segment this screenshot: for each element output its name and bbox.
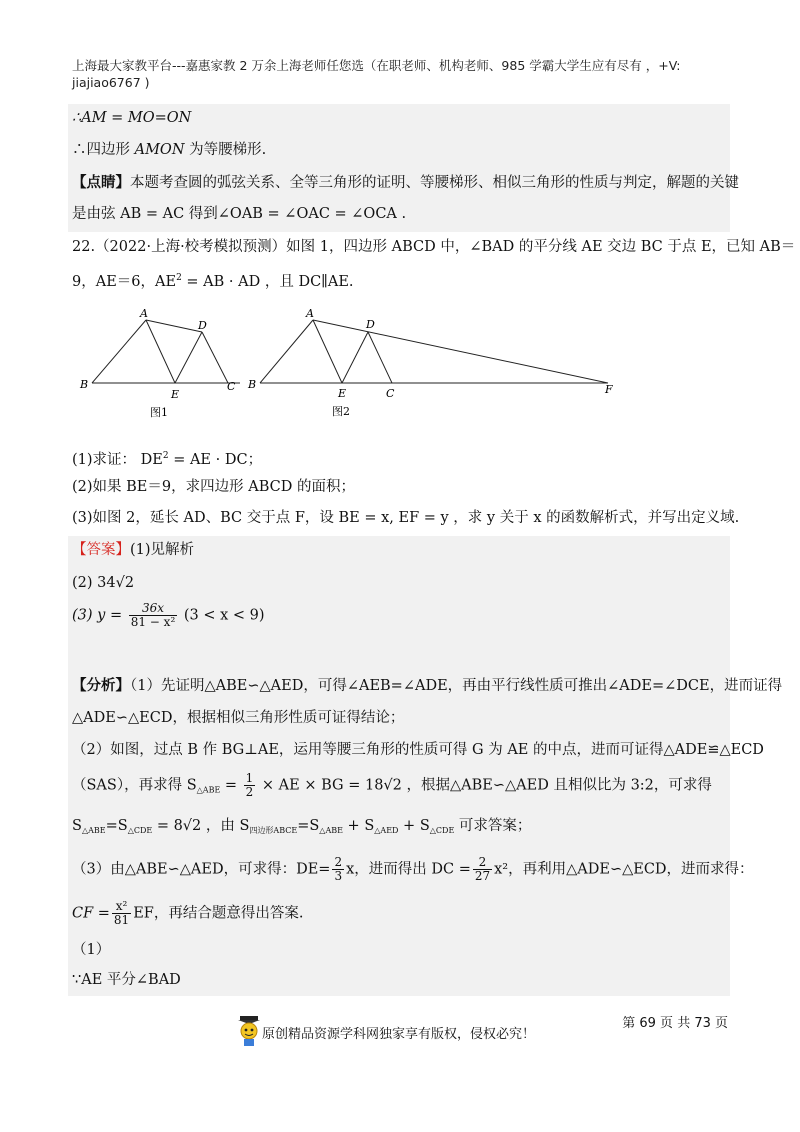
answer-3-pre: (3) y = <box>72 607 123 624</box>
page-header <box>72 57 732 91</box>
analysis-p5-fraction <box>112 900 131 927</box>
analysis-p2b-b: = <box>220 777 242 794</box>
question-2: (2)如果 BE＝9，求四边形 ABCD 的面积； <box>72 479 355 495</box>
figure-1 <box>92 320 240 383</box>
answer-2: (2) 34√2 <box>72 575 135 591</box>
analysis-p1b: △ADE∽△ECD，根据相似三角形性质可证得结论； <box>72 710 405 726</box>
analysis-tag: 【分析】 <box>72 677 130 694</box>
fig1-label-e: E <box>171 388 180 401</box>
analysis-p2b-c: × AE × BG = 18√2 ，根据△ABE∽△AED 且相似比为 3:2，可求得 <box>257 777 712 794</box>
analysis-p1-text: （1）先证明△ABE∽△AED，可得∠AEB=∠ADE，再由平行线性质可推出∠ADE=∠DCE，进而证得 <box>130 678 783 694</box>
dianjing-line-2: 是由弦 AB = AC 得到∠OAB = ∠OAC = ∠OCA . <box>72 206 407 222</box>
analysis-p3-sub2: △CDE <box>127 826 153 835</box>
problem-line-1: 22.（2022·上海·校考模拟预测）如图 1，四边形 ABCD 中，∠BAD 的平分线 AE 交边 BC 于点 E，已知 AB＝ <box>72 239 796 255</box>
problem-line-2-b: = AB · AD ，且 DC∥AE. <box>181 273 354 290</box>
header-line-2: jiajiao6767 ) <box>72 75 150 90</box>
fig1-label-c: C <box>227 380 236 393</box>
analysis-p3-sub5: △AED <box>374 826 399 835</box>
analysis-p4-a: （3）由△ABE∽△AED，可求得：DE= <box>72 861 331 878</box>
analysis-p3-d: =S <box>297 818 320 834</box>
analysis-p4 <box>72 856 754 883</box>
analysis-p4-num1: 2 <box>334 855 343 869</box>
analysis-p5-den: 81 <box>113 913 130 927</box>
question-1-a: (1)求证： DE <box>72 451 163 468</box>
analysis-p4-b: x，进而得出 DC = <box>346 861 471 878</box>
fig2-label-c: C <box>386 387 395 400</box>
prev-line-2 <box>72 140 266 160</box>
fig2-label-b: B <box>248 378 257 391</box>
analysis-p3-sub6: △CDE <box>429 826 455 835</box>
analysis-p3-sub4: △ABE <box>319 826 343 835</box>
analysis-p2: （2）如图，过点 B 作 BG⊥AE，运用等腰三角形的性质可得 G 为 AE 的中点，进而可证得△ADE≌△ECD <box>72 742 764 758</box>
figure-1-caption: 图1 <box>150 406 168 419</box>
analysis-p4-fraction-2 <box>473 856 492 883</box>
answer-tag: 【答案】 <box>72 542 130 558</box>
analysis-p2b-den: 2 <box>245 785 254 799</box>
fig1-label-d: D <box>198 319 207 332</box>
analysis-p4-c: x²，再利用△ADE∽△ECD，进而求得： <box>494 861 754 878</box>
answer-3 <box>72 602 265 629</box>
analysis-p4-fraction-1 <box>332 856 344 883</box>
copyright-notice: 原创精品资源学科网独家享有版权，侵权必究！ <box>262 1027 536 1042</box>
fig1-label-a: A <box>140 307 148 320</box>
analysis-p5-b: EF，再结合题意得出答案. <box>133 905 304 922</box>
analysis-p5 <box>72 900 303 927</box>
analysis-p2b-fraction <box>244 772 256 799</box>
fig2-label-e: E <box>338 387 347 400</box>
analysis-p3-f: + S <box>398 818 430 834</box>
analysis-p7: ∵AE 平分∠BAD <box>72 972 181 988</box>
question-3: (3)如图 2，延长 AD、BC 交于点 F，设 BE = x, EF = y ，求 y 关于 x 的函数解析式，并写出定义域. <box>72 510 740 526</box>
analysis-p3-sub3: 四边形ABCE <box>249 826 298 835</box>
answer-line-1 <box>72 540 194 560</box>
analysis-p4-den1: 3 <box>334 869 343 883</box>
analysis-p2b-sub: △ABE <box>196 785 221 795</box>
fig2-label-d: D <box>366 318 375 331</box>
analysis-p4-den2: 27 <box>474 869 491 883</box>
header-line-1: 上海最大家教平台---嘉惠家教 2 万余上海老师任您选（在职老师、机构老师、985 学霸大学生应有尽有 ，+V: <box>72 58 681 73</box>
analysis-p5-num: x² <box>112 900 131 914</box>
answer-3-post: (3 < x < 9) <box>183 607 265 624</box>
answer-1: (1)见解析 <box>130 542 195 558</box>
dianjing-line-1 <box>72 173 739 193</box>
fig2-label-a: A <box>306 307 314 320</box>
dianjing-tag: 【点睛】 <box>72 174 130 191</box>
prev-line-1: ∴AM = MO=ON <box>72 110 192 126</box>
problem-line-2-a: 9，AE＝6，AE <box>72 273 177 290</box>
fig1-label-b: B <box>80 378 89 391</box>
question-1: (1)求证： $DE^2$ = AE · DC； <box>72 451 263 468</box>
analysis-p2b <box>72 772 712 801</box>
analysis-p4-num2: 2 <box>473 856 492 870</box>
analysis-p6: （1） <box>72 942 111 958</box>
analysis-p3 <box>72 816 531 841</box>
prev-line-2-c: 为等腰梯形. <box>184 142 267 158</box>
prev-line-2-b: AMON <box>134 142 185 158</box>
mascot-icon <box>236 1014 262 1048</box>
analysis-p3-e: + S <box>342 818 375 834</box>
analysis-p3-sub1: △ABE <box>81 826 106 835</box>
fig2-label-f: F <box>605 383 613 396</box>
figure-2 <box>260 320 608 383</box>
analysis-p3-b: =S <box>105 818 128 834</box>
analysis-p2b-num: 1 <box>245 771 254 785</box>
analysis-p3-g: 可求答案； <box>454 818 532 834</box>
analysis-p5-a: CF = <box>72 905 110 922</box>
analysis-p3-c: = 8√2 ，由 S <box>152 818 250 834</box>
analysis-p2b-a: （SAS），再求得 S <box>72 777 197 794</box>
analysis-p1 <box>72 676 782 696</box>
analysis-p3-a: S <box>72 818 82 834</box>
answer-3-den: 81 − x² <box>130 615 176 629</box>
figure-2-caption: 图2 <box>332 405 350 418</box>
dianjing-text: 本题考查圆的弧弦关系、全等三角形的证明、等腰梯形、相似三角形的性质与判定，解题的关键 <box>130 175 739 191</box>
prev-line-2-a: ∴四边形 <box>72 142 135 158</box>
page-number: 第 69 页 共 73 页 <box>622 1016 728 1031</box>
answer-3-num: 36x <box>129 602 178 616</box>
geometry-figures <box>70 300 630 430</box>
question-1-b: = AE · DC； <box>168 451 263 468</box>
answer-3-fraction <box>129 602 178 629</box>
problem-line-2: 9，AE＝6，$AE^2$ = AB · AD ，且 DC∥AE. <box>72 273 354 290</box>
